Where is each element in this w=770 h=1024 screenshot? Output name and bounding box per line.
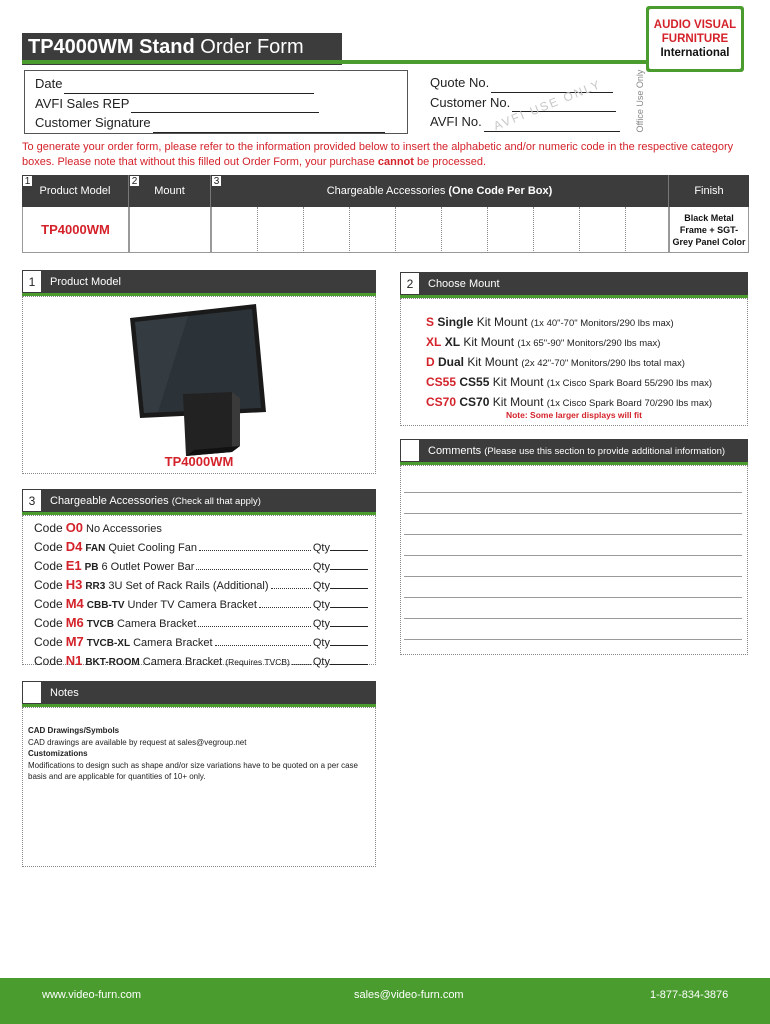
mount-desc: (1x 65"-90" Monitors/290 lbs max)	[517, 338, 661, 349]
mount-code: CS55	[426, 375, 457, 389]
office-watermark: AVFI USE ONLY	[491, 76, 604, 134]
acc-qty-label: Qty	[312, 618, 330, 630]
col-finish	[669, 175, 749, 207]
col-num-1: 1	[22, 175, 33, 187]
comment-line[interactable]	[404, 555, 742, 556]
mount-name: CS55	[459, 375, 490, 389]
acc-qty-label: Qty	[312, 637, 330, 649]
cad-text: CAD drawings are available by request at sales@vegroup.net	[28, 737, 247, 747]
footer-phone[interactable]: 1-877-834-3876	[650, 989, 729, 1001]
office-use-label: Office Use Only	[635, 69, 645, 133]
date-field[interactable]	[35, 74, 397, 94]
acc-desc: No Accessories	[86, 523, 162, 535]
acc-box-divider	[441, 207, 442, 253]
signature-field[interactable]	[35, 113, 397, 133]
accessory-o0[interactable]	[34, 519, 368, 538]
mount-name: Dual	[438, 355, 465, 369]
mount-note: Note: Some larger displays will fit	[505, 410, 643, 420]
custom-title: Customizations	[28, 749, 88, 758]
cad-title: CAD Drawings/Symbols	[28, 726, 120, 735]
cell-accessories[interactable]	[211, 207, 669, 253]
instructions-bold: cannot	[377, 156, 414, 168]
acc-qty[interactable]	[313, 559, 368, 576]
instructions-text	[22, 140, 742, 170]
acc-leader	[259, 607, 311, 608]
section-1-label: Product Model	[50, 275, 121, 288]
cell-finish[interactable]	[669, 207, 749, 253]
section-3-number: 3	[22, 489, 42, 512]
comment-line[interactable]	[404, 513, 742, 514]
notes-tab	[22, 681, 42, 704]
acc-leader	[199, 550, 311, 551]
acc-qty-label: Qty	[312, 656, 330, 668]
acc-qty[interactable]	[313, 597, 368, 614]
acc-box-divider	[257, 207, 258, 253]
logo-line-2: FURNITURE	[661, 33, 729, 45]
mount-desc: (1x Cisco Spark Board 55/290 lbs max)	[546, 378, 713, 389]
acc-code: M7	[65, 634, 84, 649]
comments-box[interactable]	[400, 465, 748, 655]
mount-text: Kit Mount	[489, 375, 547, 389]
section-3-label: Chargeable Accessories	[50, 494, 172, 507]
avfi-no-label: AVFI No.	[430, 114, 482, 129]
acc-qty[interactable]	[313, 578, 368, 595]
comment-line[interactable]	[404, 492, 742, 493]
sales-rep-field[interactable]	[35, 94, 397, 114]
acc-desc: 3U Set of Rack Rails (Additional)	[108, 580, 269, 592]
acc-qty-line[interactable]	[330, 645, 368, 646]
acc-code: N1	[65, 653, 83, 668]
mount-name: CS70	[459, 395, 490, 409]
acc-leader	[292, 664, 311, 665]
acc-box-divider	[579, 207, 580, 253]
acc-desc-small: (Requires TVCB)	[225, 657, 290, 667]
footer-email-link[interactable]: sales@video-furn.com	[354, 989, 464, 1001]
company-logo	[646, 6, 744, 72]
acc-prefix: Code	[34, 578, 63, 592]
mount-desc: (1x 40"-70" Monitors/290 lbs max)	[530, 318, 674, 329]
acc-prefix: Code	[34, 559, 63, 573]
section-1-number: 1	[22, 270, 42, 293]
mount-text: Kit Mount	[489, 395, 547, 409]
acc-qty-line[interactable]	[330, 607, 368, 608]
col-num-3: 3	[211, 175, 222, 187]
acc-name: RR3	[85, 581, 106, 592]
acc-qty[interactable]	[313, 616, 368, 633]
col-accessories	[211, 175, 669, 207]
acc-qty[interactable]	[313, 654, 368, 671]
acc-box-divider	[487, 207, 488, 253]
acc-desc: Quiet Cooling Fan	[108, 542, 197, 554]
date-label: Date	[35, 76, 63, 91]
mount-code: S	[426, 315, 435, 329]
acc-qty[interactable]	[313, 540, 368, 557]
mount-code: D	[426, 355, 435, 369]
date-input-line[interactable]	[64, 80, 314, 94]
logo-line-3: International	[660, 47, 730, 59]
instructions-before: To generate your order form, please refer to the information provided below to insert the alphabetic and/or numeric code in the respective category boxes. Please note that without this filled out Order Form, your purchase	[22, 141, 734, 168]
acc-prefix: Code	[34, 597, 63, 611]
acc-name: BKT-ROOM	[85, 657, 140, 668]
notes-label: Notes	[50, 686, 79, 699]
mount-text: Kit Mount	[473, 315, 531, 329]
footer	[0, 978, 770, 1024]
acc-box-divider	[625, 207, 626, 253]
stand-side	[232, 392, 240, 452]
section-2-header	[400, 272, 748, 298]
comments-label-text: Comments	[428, 444, 485, 457]
sales-rep-label: AVFI Sales REP	[35, 95, 130, 111]
accessory-m4[interactable]	[34, 595, 368, 614]
section-2-label: Choose Mount	[428, 277, 500, 290]
mount-text: Kit Mount	[460, 335, 518, 349]
comment-line[interactable]	[404, 576, 742, 577]
col-mount-label: Mount	[154, 185, 185, 197]
mount-code: XL	[426, 335, 442, 349]
product-model-value: TP4000WM	[41, 222, 110, 237]
acc-code: D4	[65, 539, 83, 554]
comment-line[interactable]	[404, 618, 742, 619]
acc-prefix: Code	[34, 616, 63, 630]
comment-line[interactable]	[404, 597, 742, 598]
col-finish-label: Finish	[694, 185, 724, 197]
acc-box-divider	[349, 207, 350, 253]
acc-desc-wrap	[143, 654, 290, 671]
acc-prefix: Code	[34, 540, 63, 554]
customer-no-label: Customer No.	[430, 94, 511, 110]
quote-no-label: Quote No.	[430, 75, 490, 90]
accessory-m6[interactable]	[34, 614, 368, 633]
section-1-header	[22, 270, 376, 296]
mount-option-s[interactable]	[426, 313, 746, 333]
acc-code: M6	[65, 615, 84, 630]
order-code-table	[22, 175, 749, 253]
accessory-d4[interactable]	[34, 538, 368, 557]
acc-leader	[271, 588, 311, 589]
title-rest: Order Form	[194, 36, 304, 58]
acc-leader	[198, 626, 310, 627]
acc-name: FAN	[85, 543, 106, 554]
signature-input-line[interactable]	[153, 119, 385, 133]
acc-qty-label: Qty	[312, 542, 330, 554]
comments-header	[400, 439, 748, 465]
acc-name: PB	[84, 562, 99, 573]
col-accessories-label: Chargeable Accessories	[326, 185, 446, 197]
acc-prefix: Code	[34, 635, 63, 649]
logo-line-1: AUDIO VISUAL	[653, 19, 737, 31]
acc-desc: 6 Outlet Power Bar	[101, 561, 195, 573]
accessory-n1[interactable]	[34, 652, 368, 671]
mount-option-d[interactable]	[426, 353, 746, 373]
title-rule	[22, 60, 646, 64]
acc-qty-line[interactable]	[330, 588, 368, 589]
acc-qty-line[interactable]	[330, 550, 368, 551]
title-bold: TP4000WM Stand	[28, 36, 195, 58]
acc-box-divider	[533, 207, 534, 253]
acc-name: TVCB	[86, 619, 114, 630]
accessories-list	[34, 519, 368, 671]
product-image	[128, 300, 268, 460]
col-mount	[129, 175, 211, 207]
acc-qty-line[interactable]	[330, 569, 368, 570]
mount-desc: (2x 42"-70" Monitors/290 lbs total max)	[521, 358, 685, 369]
mount-option-cs55[interactable]	[426, 373, 746, 393]
customer-info-box	[24, 70, 408, 134]
comments-label	[420, 445, 725, 457]
mount-options-list	[426, 313, 746, 413]
acc-code: E1	[65, 558, 82, 573]
section-3-label-wrap	[42, 495, 261, 507]
accessory-h3[interactable]	[34, 576, 368, 595]
stand-front	[183, 392, 232, 456]
mount-option-xl[interactable]	[426, 333, 746, 353]
signature-label: Customer Signature	[35, 115, 151, 130]
col-accessories-bold: (One Code Per Box)	[448, 185, 553, 197]
mount-name: XL	[444, 335, 461, 349]
acc-name: CBB-TV	[86, 600, 125, 611]
sales-rep-input-line[interactable]	[131, 99, 319, 113]
acc-qty-line[interactable]	[330, 626, 368, 627]
cell-mount[interactable]	[129, 207, 211, 253]
acc-desc: Camera Bracket	[116, 618, 197, 630]
acc-code: H3	[65, 577, 83, 592]
notes-header	[22, 681, 376, 707]
acc-desc: Camera Bracket	[142, 656, 226, 668]
custom-text: Modifications to design such as shape and/or size variations have to be quoted on a per case basis and are applicable for quantities of 10+ only.	[28, 760, 358, 781]
col-product-model-label: Product Model	[39, 185, 111, 197]
mount-name: Single	[437, 315, 474, 329]
acc-name: TVCB-XL	[86, 638, 131, 649]
notes-content	[28, 725, 368, 783]
acc-box-divider	[303, 207, 304, 253]
acc-leader	[215, 645, 311, 646]
acc-box-divider	[395, 207, 396, 253]
accessory-e1[interactable]	[34, 557, 368, 576]
mount-desc: (1x Cisco Spark Board 70/290 lbs max)	[546, 398, 713, 409]
product-model-label: TP4000WM	[164, 454, 234, 469]
acc-desc: Camera Bracket	[133, 637, 213, 649]
comments-small: (Please use this section to provide additional information)	[484, 445, 726, 457]
comment-line[interactable]	[404, 639, 742, 640]
accessory-m7[interactable]	[34, 633, 368, 652]
col-num-2: 2	[129, 175, 140, 187]
acc-qty-label: Qty	[312, 599, 330, 611]
cell-product-model[interactable]	[22, 207, 129, 253]
section-3-header	[22, 489, 376, 515]
mount-text: Kit Mount	[464, 355, 522, 369]
finish-value: Black Metal Frame + SGT-Grey Panel Color	[672, 212, 746, 247]
acc-prefix: Code	[34, 654, 63, 668]
section-3-small: (Check all that apply)	[171, 495, 261, 507]
acc-qty-label: Qty	[312, 580, 330, 592]
comments-tab	[400, 439, 420, 462]
instructions-after: be processed.	[413, 156, 487, 168]
acc-desc: Under TV Camera Bracket	[127, 599, 257, 611]
section-2-number: 2	[400, 272, 420, 295]
col-product-model	[22, 175, 129, 207]
comment-line[interactable]	[404, 534, 742, 535]
acc-code: O0	[65, 520, 84, 535]
acc-code: M4	[65, 596, 84, 611]
acc-qty-label: Qty	[312, 561, 330, 573]
mount-code: CS70	[426, 395, 457, 409]
footer-website-link[interactable]: www.video-furn.com	[42, 989, 142, 1001]
office-use-box	[428, 70, 632, 134]
acc-prefix: Code	[34, 521, 63, 535]
acc-qty-line[interactable]	[330, 664, 368, 665]
acc-qty[interactable]	[313, 635, 368, 652]
acc-leader	[196, 569, 310, 570]
